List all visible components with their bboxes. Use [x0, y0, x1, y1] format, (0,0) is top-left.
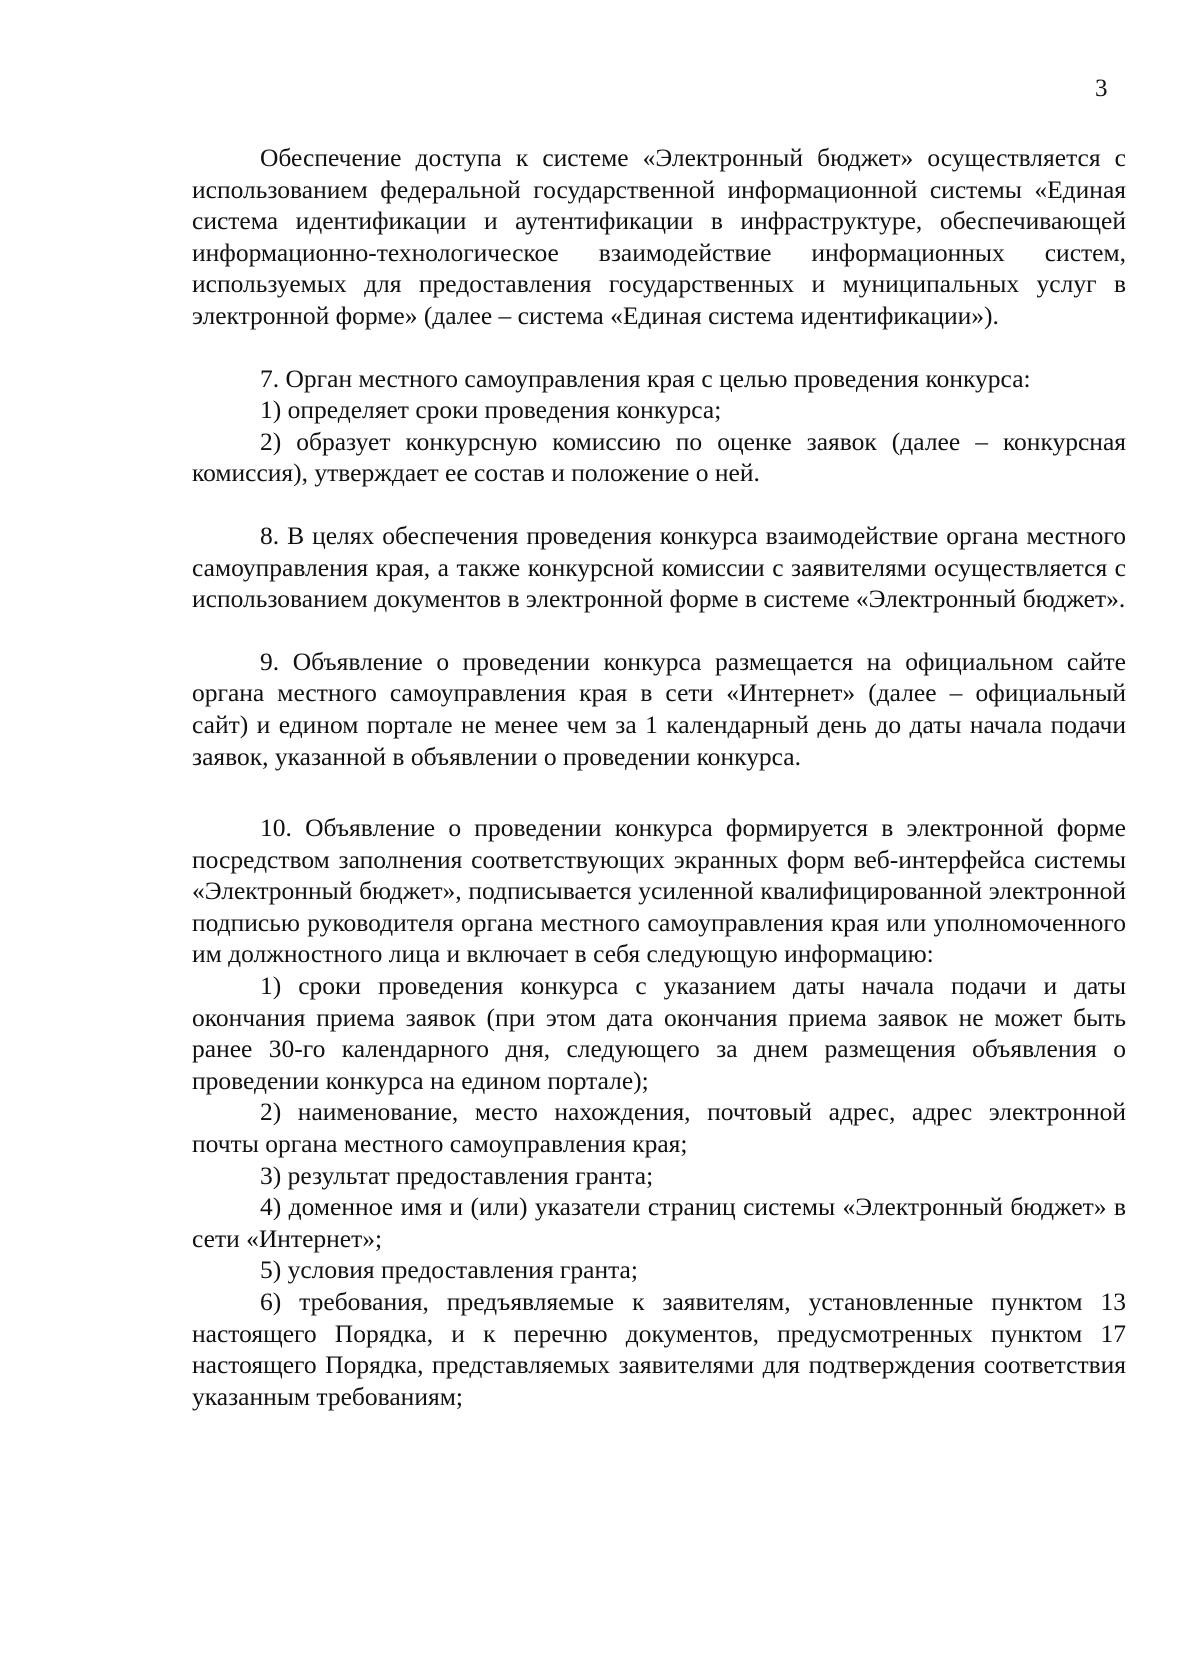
paragraph-item-9: 9. Объявление о проведении конкурса размещается на официальном сайте органа местного самоуправления края в сети «Интернет» (далее – официальный сайт) и едином портале не менее чем за 1 календарный день до даты начала подачи заявок, указанной в объявлении о проведении конкурса. [192, 646, 1126, 771]
paragraph-system-access: Обеспечение доступа к системе «Электронный бюджет» осуществляется с использованием федеральной государственной информационной системы «Единая система идентификации и аутентификации в инфраструктуре, обеспечивающей информационно-технологическое взаимодействие информационных систем, используемых для предоставления государственных и муниципальных услуг в электронной форме» (далее – система «Единая система идентификации»). [192, 143, 1126, 330]
paragraph-item-7-sub-2: 2) образует конкурсную комиссию по оценке заявок (далее – конкурсная комиссия), утверждает ее состав и положение о ней. [192, 426, 1126, 488]
paragraph-item-10-sub-3: 3) результат предоставления гранта; [260, 1160, 654, 1190]
page-number: 3 [1095, 75, 1108, 102]
paragraph-item-10-sub-2: 2) наименование, место нахождения, почтовый адрес, адрес электронной почты органа местного самоуправления края; [192, 1097, 1126, 1159]
paragraph-item-7-sub-1: 1) определяет сроки проведения конкурса; [260, 395, 722, 425]
document-body [192, 142, 1126, 1412]
paragraph-item-10-sub-1: 1) сроки проведения конкурса с указанием даты начала подачи и даты окончания приема заявок (при этом дата окончания приема заявок не может быть ранее 30-го календарного дня, следующего за днем размещения объявления о проведении конкурса на едином портале); [192, 971, 1126, 1095]
paragraph-item-10-sub-4: 4) доменное имя и (или) указатели страниц системы «Электронный бюджет» в сети «Интернет»; [192, 1192, 1126, 1253]
paragraph-item-10-sub-5: 5) условия предоставления гранта; [260, 1255, 638, 1285]
paragraph-item-10-sub-6: 6) требования, предъявляемые к заявителям, установленные пунктом 13 настоящего Порядка, и к перечню документов, предусмотренных пунктом 17 настоящего Порядка, представляемых заявителями для подтверждения соответствия указанным требованиям; [192, 1287, 1126, 1411]
paragraph-item-8: 8. В целях обеспечения проведения конкурса взаимодействие органа местного самоуправления края, а также конкурсной комиссии с заявителями осуществляется с использованием документов в электронной форме в системе «Электронный бюджет». [192, 520, 1126, 614]
paragraph-item-10: 10. Объявление о проведении конкурса формируется в электронной форме посредством заполнения соответствующих экранных форм веб-интерфейса системы «Электронный бюджет», подписывается усиленной квалифицированной электронной подписью руководителя органа местного самоуправления края или уполномоченного им должностного лица и включает в себя следующую информацию: [192, 813, 1126, 969]
paragraph-item-7: 7. Орган местного самоуправления края с целью проведения конкурса: [260, 363, 1031, 393]
